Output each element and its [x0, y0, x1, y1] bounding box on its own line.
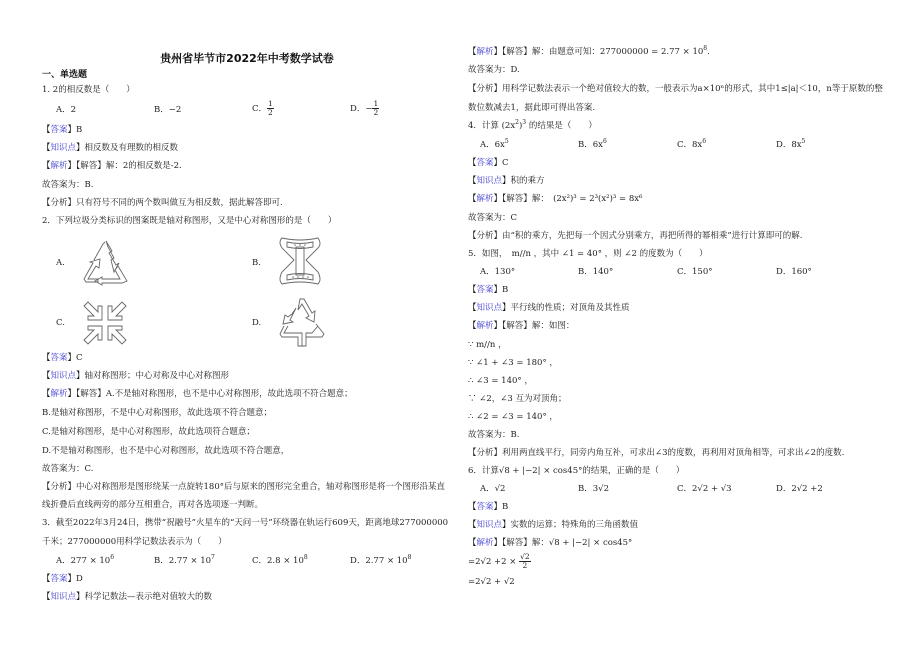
q4-solution [468, 193, 642, 205]
exponent: 6 [110, 554, 115, 561]
answer-tag: 答案 [50, 353, 68, 363]
solution-tag: 【解答】 [502, 538, 532, 548]
q3-option-b [154, 555, 215, 567]
bracket: 】 [502, 303, 511, 313]
bracket: 】 [493, 285, 503, 295]
denominator: 2 [268, 108, 273, 117]
bracket: 【 [468, 47, 477, 57]
bracket: 】 [493, 502, 503, 512]
remark-text: 中心对称图形是图形绕某一点旋转180°后与原来的图形完全重合，轴对称图形是将一个图形沿某直 [76, 482, 445, 492]
q2-answer [42, 352, 83, 364]
recycle-arrows-triangle-icon [278, 296, 326, 348]
stem-text: 4．计算 (2x [468, 121, 516, 131]
exponent: 5 [504, 138, 509, 145]
remark-tag: 【分析】 [468, 448, 503, 458]
knowledge-tag: 知识点 [50, 371, 77, 381]
bracket: 】 [493, 47, 503, 57]
q1-option-a: A．2 [56, 105, 77, 115]
answer-tag: 答案 [476, 158, 494, 168]
remark-text: 用科学记数法表示一个绝对值较大的数，一般表示为a×10ⁿ的形式，其中1≤|a|＜10，n等于原数的整 [502, 84, 883, 94]
q3-option-a [56, 555, 114, 567]
q5-option-b: B．140° [578, 267, 614, 277]
knowledge-value: 积的乘方 [510, 176, 545, 186]
bracket: 【 [468, 520, 477, 530]
answer-value: B [502, 285, 509, 295]
option-text: C．8x [677, 140, 703, 150]
q2-solution-line-2: B.是轴对称图形，不是中心对称图形，故此选项不符合题意； [42, 408, 272, 418]
q2-remark-line-1 [42, 481, 445, 493]
solution-text: 解：2的相反数是-2. [105, 161, 182, 171]
answer-tag: 答案 [50, 574, 68, 584]
solution-tag: 【解答】 [502, 47, 532, 57]
option-text: B．6x [578, 140, 603, 150]
q4-option-a [480, 139, 509, 151]
denominator: 2 [522, 561, 528, 570]
q5-solution-line-6: ∴ ∠2 = ∠3 = 140° ， [468, 412, 558, 422]
numerator: 1 [268, 99, 273, 108]
q2-remark-line-2: 线折叠后直线两旁的部分互相重合，再对各选项逐一判断。 [42, 500, 264, 510]
answer-value: C [502, 158, 509, 168]
q4-remark [468, 230, 802, 242]
q5-option-c: C．150° [677, 267, 713, 277]
stem-text: ) [518, 121, 523, 131]
knowledge-value: 实数的运算；特殊角的三角函数值 [510, 520, 639, 530]
step-text: =2√2 +2 × [468, 557, 520, 567]
option-text: B．2.77 × 10 [154, 556, 212, 566]
exponent: 8 [303, 554, 308, 561]
q5-solution-line-1 [468, 320, 574, 332]
fraction [519, 553, 531, 570]
bracket: 】 [502, 176, 511, 186]
q6-answer [468, 501, 508, 513]
q1-solution [42, 160, 182, 172]
bracket: 】 [67, 353, 77, 363]
option-text: D．2.77 × 10 [350, 556, 408, 566]
remark-tag: 【分析】 [42, 198, 77, 208]
q1-option-d-prefix: D．− [350, 104, 373, 114]
stem-text: 的结果是（ ） [526, 121, 597, 131]
answer-value: C [76, 353, 83, 363]
analysis-tag: 解析 [50, 161, 68, 171]
q5-solution-line-2: ∵ m//n ， [468, 340, 507, 350]
q2-conclusion: 故答案为：C. [42, 464, 94, 474]
q2-solution-line-4: D.不是轴对称图形，也不是中心对称图形，故此选项不符合题意， [42, 446, 290, 456]
q3-stem-line-1: 3．截至2022年3月24日，携带“祝融号”火星车的“天问一号”环绕器在轨运行609天，距离地球277000000 [42, 518, 449, 528]
answer-tag: 答案 [476, 502, 494, 512]
knowledge-tag: 知识点 [476, 303, 503, 313]
option-text: D．8x [776, 140, 802, 150]
bracket: 】 [67, 389, 77, 399]
q5-solution-line-4: ∴ ∠3 = 140° ， [468, 376, 533, 386]
q2-option-b-label: B. [252, 258, 261, 268]
knowledge-tag: 知识点 [476, 176, 503, 186]
analysis-tag: 解析 [50, 389, 68, 399]
q4-stem [468, 120, 597, 132]
q4-option-d [776, 139, 805, 151]
q1-option-d [350, 100, 379, 117]
knowledge-tag: 知识点 [50, 592, 77, 602]
remark-tag: 【分析】 [468, 231, 503, 241]
q5-option-d: D．160° [776, 267, 812, 277]
solution-tag: 【解答】 [502, 321, 532, 331]
bracket: 】 [67, 161, 77, 171]
q1-remark [42, 197, 283, 209]
bracket: 】 [67, 125, 77, 135]
solution-text: 解：由题意可知：277000000 = 2.77 × 10 [531, 47, 704, 57]
bracket: 】 [502, 520, 511, 530]
q2-option-d-label: D. [252, 318, 262, 328]
solution-text: 解：如图： [531, 321, 575, 331]
q3-remark-line-1 [468, 83, 883, 95]
solution-tag: 【解答】 [76, 389, 106, 399]
q1-stem: 1. 2的相反数是（ ） [42, 85, 135, 95]
exponent: 5 [801, 138, 806, 145]
bracket: 【 [468, 538, 477, 548]
q6-option-d: D．2√2 +2 [776, 484, 823, 494]
knowledge-value: 轴对称图形；中心对称及中心对称图形 [84, 371, 230, 381]
q6-option-a: A．√2 [480, 484, 506, 494]
exponent: 7 [211, 554, 215, 561]
bracket: 】 [76, 592, 85, 602]
remark-tag: 【分析】 [42, 482, 77, 492]
bracket: 【 [468, 502, 477, 512]
solution-text: 解：√8 + |−2| × cos45° [531, 538, 633, 548]
exponent: 6 [702, 138, 707, 145]
q3-option-c [252, 555, 308, 567]
q2-option-c-label: C. [56, 318, 65, 328]
q5-conclusion: 故答案为：B. [468, 430, 520, 440]
solution-tag: 【解答】 [76, 161, 106, 171]
q1-option-c [252, 100, 274, 117]
solution-text: 解： (2x²)³ = 2³(x²)³ = 8x⁶ [531, 194, 643, 204]
knowledge-tag: 知识点 [476, 520, 503, 530]
option-text: A．6x [480, 140, 505, 150]
compress-arrows-icon [82, 300, 128, 346]
exponent: 6 [602, 138, 607, 145]
analysis-tag: 解析 [476, 47, 494, 57]
remark-tag: 【分析】 [468, 84, 503, 94]
bracket: 【 [468, 158, 477, 168]
q3-conclusion: 故答案为：D. [468, 65, 520, 75]
bracket: 】 [493, 194, 503, 204]
fraction [267, 100, 274, 117]
bracket: 【 [42, 143, 51, 153]
numerator: 1 [373, 99, 379, 108]
q1-answer [42, 124, 82, 136]
q5-solution-line-3: ∵ ∠1 + ∠3 = 180° ， [468, 358, 558, 368]
answer-value: B [502, 502, 509, 512]
answer-value: B [76, 125, 83, 135]
bracket: 【 [42, 125, 51, 135]
q5-answer [468, 284, 508, 296]
q6-option-c: C．2√2 + √3 [677, 484, 732, 494]
q6-option-b: B．3√2 [578, 484, 609, 494]
exponent: 2 [515, 119, 519, 126]
knowledge-value: 相反数及有理数的相反数 [84, 143, 179, 153]
q4-knowledge [468, 175, 545, 187]
q1-option-b: B．−2 [154, 105, 182, 115]
option-text: C．2.8 × 10 [252, 556, 304, 566]
bracket: 【 [42, 389, 51, 399]
q2-knowledge [42, 370, 229, 382]
bracket: 】 [76, 371, 85, 381]
q6-step-2: =2√2 + √2 [468, 577, 515, 587]
analysis-tag: 解析 [476, 321, 494, 331]
knowledge-tag: 知识点 [50, 143, 77, 153]
denominator: 2 [373, 108, 379, 117]
answer-tag: 答案 [50, 125, 68, 135]
solution-end: . [707, 47, 710, 57]
q3-remark-line-2: 数位数减去1，据此即可得出答案. [468, 103, 596, 113]
exponent: 8 [407, 554, 412, 561]
q4-option-b [578, 139, 607, 151]
q5-stem: 5．如图， m//n ，其中 ∠1 = 40° ，则 ∠2 的度数为（ ） [468, 249, 708, 259]
section-heading: 一、单选题 [42, 70, 88, 80]
q3-answer [42, 573, 83, 585]
q3-knowledge [42, 591, 212, 603]
q2-solution-line-3: C.是轴对称图形，是中心对称图形，故此选项符合题意； [42, 427, 255, 437]
q1-knowledge [42, 142, 178, 154]
q5-solution-line-5: ∵ ∠2，∠3 互为对顶角； [468, 394, 567, 404]
q6-step-1 [468, 552, 531, 572]
knowledge-value: 平行线的性质；对顶角及其性质 [510, 303, 630, 313]
bracket: 】 [493, 158, 503, 168]
recycle-bin-sign-icon [278, 236, 322, 286]
q3-stem-line-2: 千米；277000000用科学记数法表示为（ ） [42, 537, 227, 547]
q1-option-c-prefix: C． [252, 104, 268, 114]
bracket: 】 [67, 574, 77, 584]
q3-option-d [350, 555, 411, 567]
solution-text: A.不是轴对称图形，也不是中心对称图形，故此选项不符合题意； [105, 389, 353, 399]
bracket: 【 [468, 303, 477, 313]
bracket: 【 [42, 353, 51, 363]
recycle-triangle-icon [82, 238, 130, 286]
page-title: 贵州省毕节市2022年中考数学试卷 [160, 52, 334, 65]
bracket: 【 [468, 194, 477, 204]
bracket: 】 [493, 538, 503, 548]
q6-solution [468, 537, 632, 549]
answer-tag: 答案 [476, 285, 494, 295]
knowledge-value: 科学记数法—表示绝对值较大的数 [84, 592, 213, 602]
q5-remark [468, 447, 844, 459]
q1-conclusion: 故答案为：B. [42, 180, 94, 190]
bracket: 【 [42, 371, 51, 381]
bracket: 【 [468, 285, 477, 295]
fraction [372, 100, 379, 117]
q2-solution-line-1 [42, 388, 353, 400]
remark-text: 利用两直线平行，同旁内角互补，可求出∠3的度数，再利用对顶角相等，可求出∠2的度数. [502, 448, 845, 458]
q4-option-c [677, 139, 706, 151]
bracket: 【 [42, 574, 51, 584]
q6-knowledge [468, 519, 638, 531]
bracket: 】 [493, 321, 503, 331]
q6-stem: 6．计算√8 + |−2| × cos45°的结果，正确的是（ ） [468, 466, 685, 476]
q5-option-a: A．130° [480, 267, 516, 277]
answer-value: D [76, 574, 83, 584]
bracket: 】 [76, 143, 85, 153]
q5-knowledge [468, 302, 630, 314]
q4-conclusion: 故答案为：C [468, 213, 518, 223]
bracket: 【 [42, 592, 51, 602]
bracket: 【 [42, 161, 51, 171]
numerator: √2 [520, 552, 530, 561]
q4-answer [468, 157, 509, 169]
option-text: A．277 × 10 [56, 556, 111, 566]
analysis-tag: 解析 [476, 194, 494, 204]
q2-stem: 2．下列垃圾分类标识的图案既是轴对称图形，又是中心对称图形的是（ ） [42, 216, 337, 226]
bracket: 【 [468, 176, 477, 186]
q2-option-a-label: A. [56, 258, 65, 268]
exponent: 3 [522, 119, 527, 126]
remark-text: 由“积的乘方，先把每一个因式分别乘方，再把所得的幂相乘”进行计算即可的解. [502, 231, 803, 241]
exponent: 8 [703, 45, 708, 52]
bracket: 【 [468, 321, 477, 331]
q3-solution [468, 46, 710, 58]
analysis-tag: 解析 [476, 538, 494, 548]
remark-text: 只有符号不同的两个数叫做互为相反数，据此解答即可. [76, 198, 283, 208]
solution-tag: 【解答】 [502, 194, 532, 204]
